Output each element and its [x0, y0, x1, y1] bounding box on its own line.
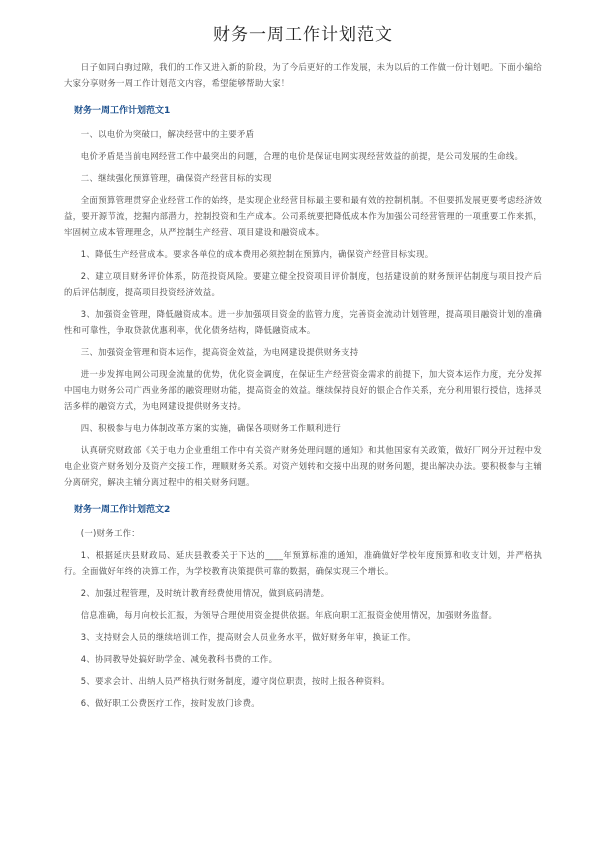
paragraph: 3、加强资金管理，降低融资成本。进一步加强项目资金的监管力度，完善资金流动计划管理，提高项目融资计划的准确性和可靠性，争取贷款优惠利率，优化债务结构，降低融资成本。 — [64, 309, 542, 335]
paragraph: 2、建立项目财务评价体系，防范投资风险。要建立健全投资项目评价制度，包括建设前的财务预评估制度与项目投产后的后评估制度，提高项目投资经济效益。 — [64, 271, 542, 297]
paragraph: 二、继续强化预算管理，确保资产经营目标的实现 — [80, 173, 272, 183]
paragraph: 3、支持财会人员的继续培训工作，提高财会人员业务水平，做好财务年审，换证工作。 — [80, 632, 417, 642]
paragraph: 全面预算管理贯穿企业经营工作的始终，是实现企业经营目标最主要和最有效的控制机制。不但要抓发展更要考虑经济效益，要开源节流，挖掘内部潜力，控制投资和生产成本。公司系统要把降低成本作为加强公司经营管理的一项重要工作来抓，牢固树立成本管理理念，从严控制生产经营、项目建设和融资成本。 — [64, 195, 542, 237]
page-title: 财务一周工作计划范文 — [213, 25, 393, 45]
paragraph: 电价矛盾是当前电网经营工作中最突出的问题，合理的电价是保证电网实现经营效益的前提，是公司发展的生命线。 — [80, 151, 524, 161]
section-heading-2: 财务一周工作计划范文2 — [74, 505, 171, 515]
paragraph: 进一步发挥电网公司现金流量的优势，优化资金调度，在保证生产经营资金需求的前提下，加大资本运作力度，充分发挥中国电力财务公司广西业务部的融资理财功能，提高资金的效益。继续保持良好的银企合作关系，充分利用银行授信，选择灵活多样的融资方式，为电网建设提供财务支持。 — [64, 369, 542, 411]
paragraph: 四、积极参与电力体制改革方案的实施，确保各项财务工作顺利进行 — [80, 423, 342, 433]
paragraph: 2、加强过程管理，及时统计教育经费使用情况，做到底码清楚。 — [80, 588, 330, 598]
intro-paragraph: 日子如同白驹过隙，我们的工作又进入新的阶段，为了今后更好的工作发展，未为以后的工作做一份计划吧。下面小编给大家分享财务一周工作计划范文内容，希望能够帮助大家！ — [64, 62, 542, 88]
paragraph: 6、做好职工公费医疗工作，按时发放门诊费。 — [80, 698, 260, 708]
paragraph: 一、以电价为突破口，解决经营中的主要矛盾 — [80, 129, 255, 139]
paragraph: 5、要求会计、出纳人员严格执行财务制度，遵守岗位职责，按时上报各种资料。 — [80, 676, 391, 686]
paragraph: 1、降低生产经营成本。要求各单位的成本费用必须控制在预算内，确保资产经营目标实现。 — [80, 249, 434, 259]
section-heading-1: 财务一周工作计划范文1 — [74, 106, 171, 116]
paragraph: 三、加强资金管理和资本运作，提高资金效益，为电网建设提供财务支持 — [80, 347, 359, 357]
paragraph: 信息准确，每月向校长汇报，为领导合理使用资金提供依据。年底向职工汇报资金使用情况，加强财务监督。 — [80, 610, 498, 620]
paragraph: 4、协同教导处搞好助学金、减免教科书费的工作。 — [80, 654, 278, 664]
paragraph: 认真研究财政部《关于电力企业重组工作中有关资产财务处理问题的通知》和其他国家有关政策，做好厂网分开过程中发电企业资产财务划分及资产交接工作，理顺财务关系。对资产划转和交接中出现的财务问题，提出解决办法。要积极参与主辅分离研究，解决主辅分离过程中的相关财务问题。 — [64, 445, 542, 487]
paragraph: 1、根据延庆县财政局、延庆县教委关于下达的____年预算标准的通知，准确做好学校年度预算和收支计划，并严格执行。全面做好年终的决算工作，为学校教育决策提供可靠的数据，确保实现三个增长。 — [64, 550, 542, 576]
paragraph: (一)财务工作： — [80, 528, 140, 538]
